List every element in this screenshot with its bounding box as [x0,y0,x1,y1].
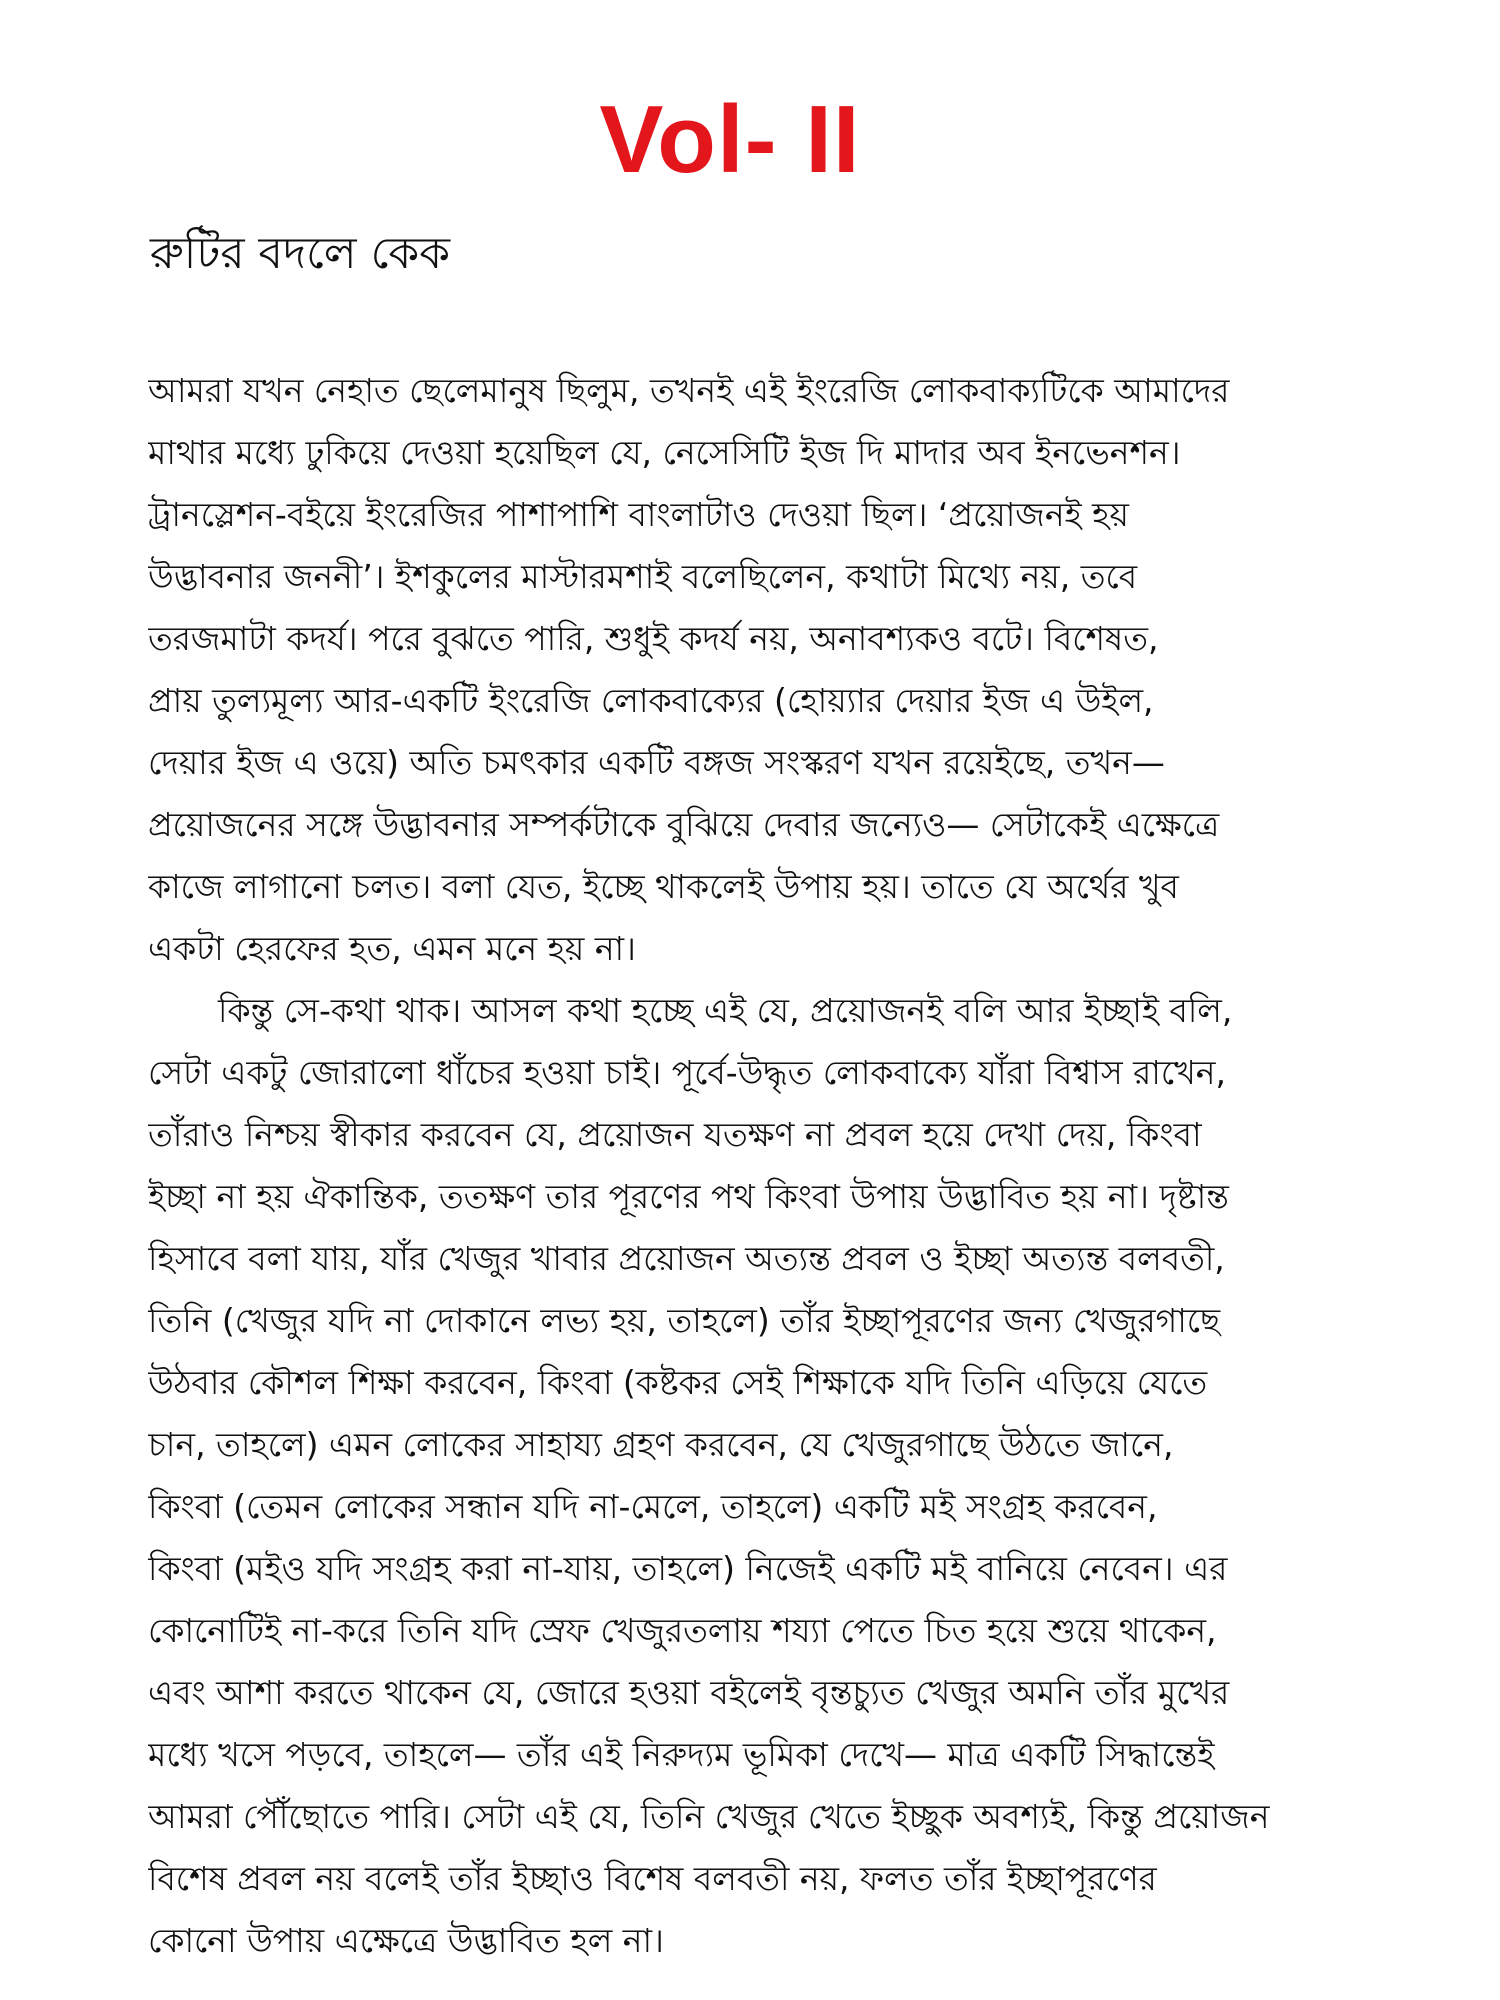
text-line: সেটা একটু জোরালো ধাঁচের হওয়া চাই। পূর্বে-উদ্ধৃত লোকবাক্যে যাঁরা বিশ্বাস রাখেন, [148,1053,1226,1092]
text-line: আমরা পৌঁছোতে পারি। সেটা এই যে, তিনি খেজুর খেতে ইচ্ছুক অবশ্যই, কিন্তু প্রয়োজন [148,1797,1270,1836]
volume-title: Vol- II [599,86,861,193]
text-line: কোনো উপায় এক্ষেত্রে উদ্ভাবিত হল না। [148,1921,664,1960]
text-line: কিংবা (তেমন লোকের সন্ধান যদি না-মেলে, তাহলে) একটি মই সংগ্রহ করবেন, [148,1487,1158,1526]
text-line: তরজমাটা কদর্য। পরে বুঝতে পারি, শুধুই কদর্য নয়, অনাবশ্যকও বটে। বিশেষত, [148,619,1159,658]
text-line: বিশেষ প্রবল নয় বলেই তাঁর ইচ্ছাও বিশেষ বলবতী নয়, ফলত তাঁর ইচ্ছাপূরণের [148,1859,1157,1898]
text-line: ইচ্ছা না হয় ঐকান্তিক, ততক্ষণ তার পূরণের পথ কিংবা উপায় উদ্ভাবিত হয় না। দৃষ্টান্ত [148,1177,1229,1216]
text-line: প্রায় তুল্যমূল্য আর-একটি ইংরেজি লোকবাক্যের (হোয়্যার দেয়ার ইজ এ উইল, [148,681,1154,720]
text-line: ট্রানস্লেশন-বইয়ে ইংরেজির পাশাপাশি বাংলাটাও দেওয়া ছিল। ‘প্রয়োজনই হয় [148,495,1129,534]
chapter-title: রুটির বদলে কেক [150,228,450,279]
text-line: দেয়ার ইজ এ ওয়ে) অতি চমৎকার একটি বঙ্গজ সংস্করণ যখন রয়েইছে, তখন— [148,743,1165,782]
text-line: কোনোটিই না-করে তিনি যদি স্রেফ খেজুরতলায় শয্যা পেতে চিত হয়ে শুয়ে থাকেন, [148,1611,1217,1650]
text-line: কিংবা (মইও যদি সংগ্রহ করা না-যায়, তাহলে) নিজেই একটি মই বানিয়ে নেবেন। এর [148,1549,1228,1588]
text-line: কাজে লাগানো চলত। বলা যেত, ইচ্ছে থাকলেই উপায় হয়। তাতে যে অর্থের খুব [148,867,1179,906]
text-line: কিন্তু সে-কথা থাক। আসল কথা হচ্ছে এই যে, প্রয়োজনই বলি আর ইচ্ছাই বলি, [218,991,1233,1030]
text-line: একটা হেরফের হত, এমন মনে হয় না। [148,929,636,968]
text-line: এবং আশা করতে থাকেন যে, জোরে হওয়া বইলেই বৃন্তচ্যুত খেজুর অমনি তাঁর মুখের [148,1673,1230,1712]
text-line: উঠবার কৌশল শিক্ষা করবেন, কিংবা (কষ্টকর সেই শিক্ষাকে যদি তিনি এড়িয়ে যেতে [148,1363,1208,1402]
text-line: আমরা যখন নেহাত ছেলেমানুষ ছিলুম, তখনই এই ইংরেজি লোকবাক্যটিকে আমাদের [148,371,1230,410]
body-text [148,360,1363,1972]
text-line: প্রয়োজনের সঙ্গে উদ্ভাবনার সম্পর্কটাকে বুঝিয়ে দেবার জন্যেও— সেটাকেই এক্ষেত্রে [148,805,1220,844]
text-line: তিনি (খেজুর যদি না দোকানে লভ্য হয়, তাহলে) তাঁর ইচ্ছাপূরণের জন্য খেজুরগাছে [148,1301,1221,1340]
text-line: উদ্ভাবনার জননী’। ইশকুলের মাস্টারমশাই বলেছিলেন, কথাটা মিথ্যে নয়, তবে [148,557,1138,596]
text-line: হিসাবে বলা যায়, যাঁর খেজুর খাবার প্রয়োজন অত্যন্ত প্রবল ও ইচ্ছা অত্যন্ত বলবতী, [148,1239,1225,1278]
text-line: তাঁরাও নিশ্চয় স্বীকার করবেন যে, প্রয়োজন যতক্ষণ না প্রবল হয়ে দেখা দেয়, কিংবা [148,1115,1202,1154]
text-line: চান, তাহলে) এমন লোকের সাহায্য গ্রহণ করবেন, যে খেজুরগাছে উঠতে জানে, [148,1425,1174,1464]
text-line: মধ্যে খসে পড়বে, তাহলে— তাঁর এই নিরুদ্যম ভূমিকা দেখে— মাত্র একটি সিদ্ধান্তেই [148,1735,1215,1774]
text-line: মাথার মধ্যে ঢুকিয়ে দেওয়া হয়েছিল যে, নেসেসিটি ইজ দি মাদার অব ইনভেনশন। [148,433,1181,472]
